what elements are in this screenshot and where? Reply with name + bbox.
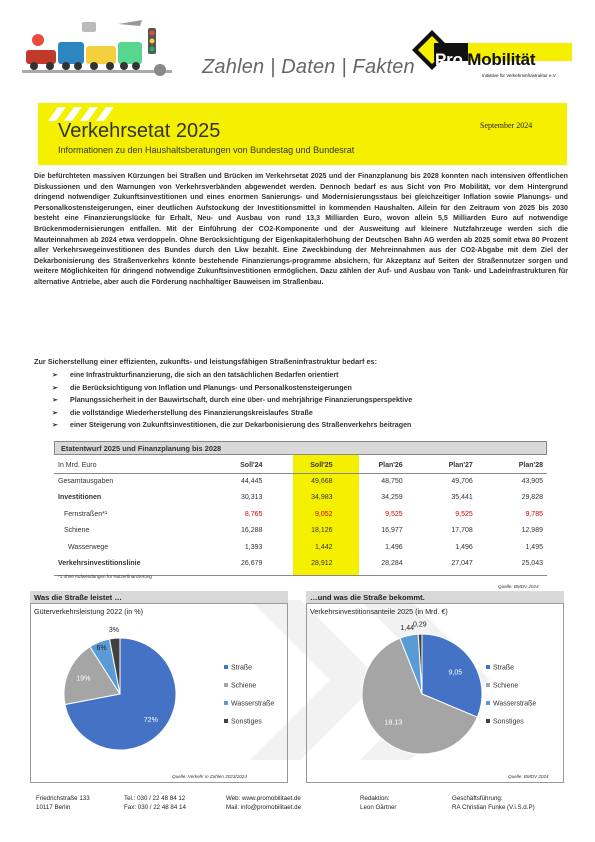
footer-management: Geschäftsführung: RA Christian Funke (V.i.S.d.P): [452, 795, 535, 811]
table-header-row: In Mrd. Euro Soll'24 Soll'25 Plan'26 Plan'27 Plan'28: [58, 461, 543, 469]
bullet-lead: Zur Sicherstellung einer effizienten, zukunfts- und leistungsfähigen Straßeninfrastruktur bedarf es:: [34, 357, 378, 366]
intro-paragraph: Die befürchteten massiven Kürzungen bei Straßen und Brücken im Verkehrsetat 2025 und der Finanzplanung bis 2028 konnten nach intensiven öffentlichen Diskussionen und den Warnungen von Verkehrsverbänden abgewendet werden. Dennoch bedarf es aus Sicht von Pro Mobilität, vor dem Hintergrund dringend notwendiger Zukunftsinvestitionen und eines enormen Sanierungs- und Modernisierungsstaus bei gleichzeitiger Inflation sowie Planungs- und Personalkostensteigerungen, einer deutlichen Aufstockung der Investitionsmittel in kommenden Haushalten. Allein für den Zeitraum von 2025 bis 2030 besteht eine Finanzierungslücke für Erhalt, Neu- und Ausbau von rund 13,3 Milliarden Euro, wovon allein 5,5 Milliarden Euro auf notwendige Brückenmodernisierungen entfallen. Mit der Einführung der CO2-Komponente und der Ausweitung auf kleinere Nutzfahrzeuge werden sich die Mauteinnahmen ab 2024 etwa verdoppeln. Ohne Berücksichtigung der Eigenkapitalerhöhung der Deutschen Bahn AG werden ab 2025 somit etwa 80 Prozent aller Verkehrswegeinvestitionen des Bundes durch den Lkw bezahlt. Eine Zweckbindung der Mehreinnahmen aus der CO2-Abgabe mit dem Ziel der Dekarbonisierung des Straßenverkehrs könnte bestehende Finanzierungs-programme absichern, für Akzeptanz auf Seiten der Straßennutzer sorgen und weitere Möglichkeiten für dringend notwendige Zukunftsinvestitionen ermöglichen. Dazu zählen der Auf- und Ausbau von Tank- und Ladeinfrastrukturen für alternative Antriebe, aber auch die Förderung nachhaltiger Bauweisen im Straßenbau.: [34, 172, 568, 286]
right-pie-chart: [310, 618, 560, 768]
legend-label-wasserstrasse: Wasserstraße: [493, 700, 537, 708]
table-row: Verkehrsinvestitionslinie 26,679 28,912 28,284 27,047 25,043: [58, 560, 543, 568]
table-row: Gesamtausgaben 44,445 49,668 48,750 49,706 43,905: [58, 478, 543, 486]
left-panel-title: Was die Straße leistet …: [30, 591, 288, 604]
data-label-schiene: 19%: [76, 675, 91, 683]
demand-list: [52, 369, 412, 432]
table-row: Investitionen 30,313 34,983 34,259 35,441 29,828: [58, 494, 543, 502]
legend-label-strasse: Straße: [231, 664, 253, 672]
table-source: Quelle: BMDV 2024: [498, 584, 539, 589]
legend-swatch-strasse: [486, 665, 490, 669]
page-subtitle: Informationen zu den Haushaltsberatungen von Bundestag und Bundesrat: [58, 145, 355, 155]
data-label-strasse: 72%: [143, 717, 158, 724]
legend-label-wasserstrasse: Wasserstraße: [231, 700, 275, 708]
footer-address: Friedrichstraße 133 10117 Berlin: [36, 795, 90, 811]
arrow-icon: ➢: [52, 397, 58, 404]
tagline: Zahlen | Daten | Fakten: [202, 56, 415, 78]
legend-swatch-wasserstrasse: [486, 701, 490, 705]
table-row: Wasserwege 1,393 1,442 1,496 1,496 1,495: [68, 543, 543, 551]
footer-editor: Redaktion: Leon Gärtner: [360, 795, 397, 811]
budget-table: [54, 457, 547, 572]
arrow-icon: ➢: [52, 422, 58, 429]
right-chart-source: Quelle: BMDV 2024: [508, 774, 549, 779]
data-label-strasse: 9,05: [448, 669, 463, 677]
title-stripes: [48, 107, 128, 121]
table-row: Fernstraßen*¹ 8,765 9,052 9,525 9,525 9,785: [64, 510, 543, 518]
logo-pro: Pro: [435, 50, 463, 69]
table-row: Schiene 16,288 18,126 16,977 17,708 12,989: [64, 527, 543, 535]
table-title-bar: [54, 441, 547, 455]
list-item: ➢ Planungssicherheit in der Bauwirtschaft, durch eine über- und mehrjährige Finanzierungsperspektive: [52, 394, 412, 407]
legend-label-schiene: Schiene: [493, 682, 519, 690]
right-panel-title: …und was die Straße bekommt.: [306, 591, 564, 604]
left-pie-chart: [34, 618, 284, 768]
legend-swatch-wasserstrasse: [224, 701, 228, 705]
logo-text: [435, 50, 535, 70]
list-item: ➢ einer Steigerung von Zukunftsinvestitionen, die zur Dekarbonisierung des Straßenverkehrs beitragen: [52, 419, 412, 432]
legend-swatch-sonstiges: [224, 719, 228, 723]
arrow-icon: ➢: [52, 384, 58, 392]
table-divider: [54, 473, 547, 474]
website-link[interactable]: Web: www.promobilitaet.de: [226, 795, 301, 802]
arrow-icon: ➢: [52, 372, 58, 379]
traffic-illustration: [22, 12, 172, 78]
table-footnote: *1 ohne Aufwendungen für Nutzerfinanzierung: [58, 574, 152, 579]
table-title: Etatentwurf 2025 und Finanzplanung bis 2028: [61, 444, 222, 453]
page-title: Verkehrsetat 2025: [58, 120, 221, 142]
list-item: ➢ die Berücksichtigung von Inflation und Planungs- und Personalkostensteigerungen: [52, 382, 412, 395]
legend-swatch-schiene: [224, 683, 228, 687]
legend-label-schiene: Schiene: [231, 682, 257, 690]
list-item: ➢ eine Infrastrukturfinanzierung, die sich an den tatsächlichen Bedarfen orientiert: [52, 369, 412, 382]
footer-web[interactable]: [226, 794, 301, 812]
legend-swatch-sonstiges: [486, 719, 490, 723]
data-label-wasserstrasse: 1,44: [400, 625, 415, 633]
right-panel-subtitle: Verkehrsinvestitionsanteile 2025 (in Mrd. €): [310, 607, 448, 616]
data-label-wasserstrasse: 6%: [96, 645, 107, 652]
footer-phone: Tel.: 030 / 22 48 84 12 Fax: 030 / 22 48 84 14: [124, 795, 186, 811]
legend-swatch-schiene: [486, 683, 490, 687]
legend-label-sonstiges: Sonstiges: [493, 718, 524, 726]
data-label-sonstiges: 3%: [108, 626, 119, 634]
data-label-schiene: 18,13: [384, 719, 403, 727]
legend-swatch-strasse: [224, 665, 228, 669]
left-chart-source: Quelle: Verkehr in Zahlen 2023/2024: [172, 774, 247, 779]
arrow-icon: ➢: [52, 409, 58, 417]
logo-subtitle: Initiative für Verkehrsinfrastruktur e.V.: [482, 73, 557, 78]
logo-rest: Mobilität: [462, 50, 536, 69]
legend-label-strasse: Straße: [493, 664, 515, 672]
publication-date: September 2024: [480, 121, 533, 130]
left-panel-subtitle: Güterverkehrsleistung 2022 (in %): [34, 607, 144, 616]
email-link[interactable]: Mail: info@promobilitaet.de: [226, 804, 302, 811]
list-item: ➢ die vollständige Wiederherstellung des Finanzierungskreislaufes Straße: [52, 407, 412, 420]
data-label-sonstiges: 0,29: [412, 621, 427, 629]
legend-label-sonstiges: Sonstiges: [231, 718, 262, 726]
